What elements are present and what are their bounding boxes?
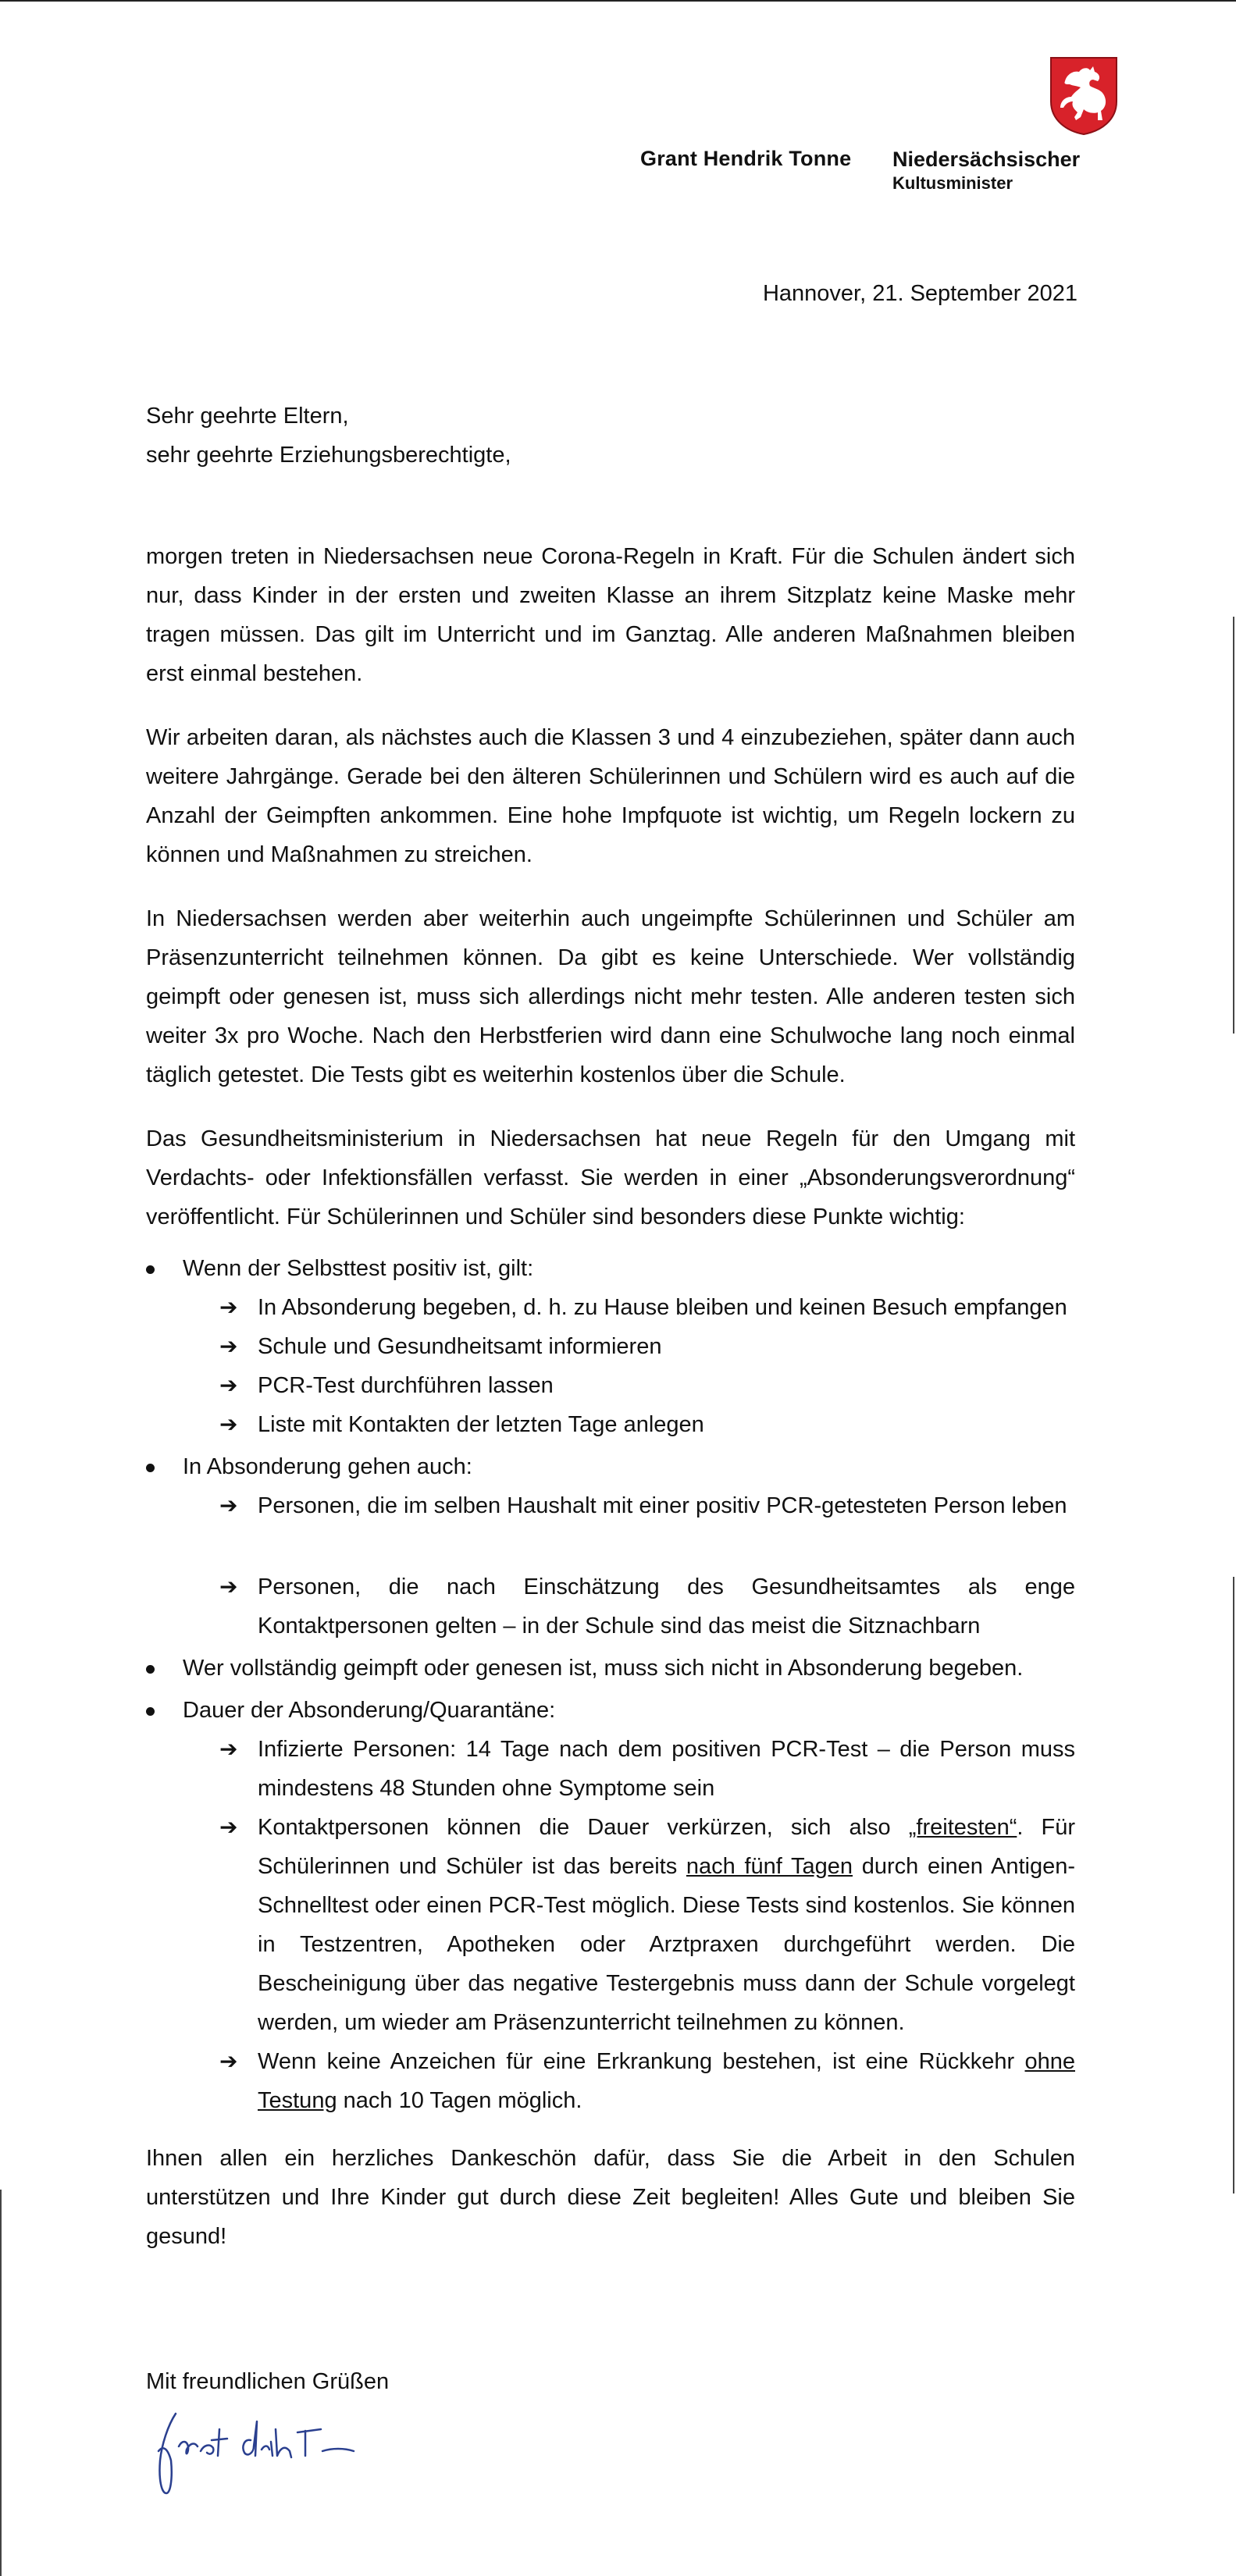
letter-body	[146, 537, 1075, 2281]
sub-list	[183, 1486, 1075, 1646]
arrow-right-icon: ➔	[219, 1295, 238, 1319]
list-item	[146, 1249, 1075, 1444]
sub-list-item	[183, 1405, 1075, 1444]
org-line-2: Kultusminister	[892, 173, 1013, 193]
sub-item-text: PCR-Test durchführen lassen	[258, 1373, 554, 1398]
arrow-right-icon: ➔	[219, 1373, 238, 1397]
list-item	[146, 1649, 1075, 1688]
bullet-icon	[146, 1464, 155, 1472]
bullet-icon	[146, 1665, 155, 1674]
list-item-text: Dauer der Absonderung/Quarantäne:	[183, 1698, 556, 1723]
closing	[146, 2362, 389, 2401]
arrow-right-icon: ➔	[219, 1412, 238, 1436]
text-run: Wenn keine Anzeichen für eine Erkrankung bestehen, ist eine Rückkehr	[258, 2049, 1025, 2074]
list-item	[146, 1447, 1075, 1646]
arrow-right-icon: ➔	[219, 1574, 238, 1599]
list-item-text: In Absonderung gehen auch:	[183, 1454, 472, 1479]
arrow-right-icon: ➔	[219, 1334, 238, 1358]
dateline: Hannover, 21. September 2021	[762, 281, 1077, 306]
sub-list-item	[183, 1327, 1075, 1366]
arrow-right-icon: ➔	[219, 2049, 238, 2073]
underlined-text: „freitesten“	[908, 1815, 1017, 1840]
bullet-icon	[146, 1707, 155, 1716]
bullet-icon	[146, 1265, 155, 1274]
paragraph: In Niedersachsen werden aber weiterhin auch ungeimpfte Schülerinnen und Schüler am Präsenzunterricht teilnehmen können. Da gibt es keine Unterschiede. Wer vollständig geimpft oder genesen ist, muss sich allerdings nicht mehr testen. Alle anderen testen sich weiter 3x pro Woche. Nach den Herbstferien wird dann eine Schulwoche lang noch einmal täglich getestet. Die Tests gibt es weiterhin kostenlos über die Schule.	[146, 906, 1075, 1087]
sender-organization	[892, 147, 1080, 195]
sub-item-text	[258, 2049, 1075, 2113]
sub-item-text: Liste mit Kontakten der letzten Tage anlegen	[258, 1412, 704, 1437]
sub-list-item	[183, 1808, 1075, 2042]
handwritten-signature	[144, 2406, 410, 2500]
list-item-text: Wer vollständig geimpft oder genesen ist, muss sich nicht in Absonderung begeben.	[183, 1656, 1024, 1681]
arrow-right-icon: ➔	[219, 1815, 238, 1839]
sub-list-item	[183, 1366, 1075, 1405]
sub-list-item	[183, 2042, 1075, 2120]
list-item	[146, 1691, 1075, 2120]
arrow-right-icon: ➔	[219, 1737, 238, 1761]
text-run: nach 10 Tagen möglich.	[337, 2088, 582, 2113]
underlined-text: nach fünf Tagen	[686, 1854, 853, 1879]
org-line-1: Niedersächsischer	[892, 148, 1081, 171]
text-run: Kontaktpersonen können die Dauer verkürzen, sich also	[258, 1815, 909, 1840]
paragraph: Wir arbeiten daran, als nächstes auch die Klassen 3 und 4 einzubeziehen, später dann auch weitere Jahrgänge. Gerade bei den älteren Schülerinnen und Schülern wird es auch auf die Anzahl der Geimpften ankommen. Eine hohe Impfquote ist wichtig, um Regeln lockern zu können und Maßnahmen zu streichen.	[146, 725, 1075, 867]
sub-list-item	[183, 1486, 1075, 1525]
sub-list	[183, 1730, 1075, 2120]
top-border	[0, 0, 1236, 2]
sub-list-item	[183, 1567, 1075, 1646]
text-run: durch einen Antigen-Schnelltest oder einen PCR-Test möglich. Diese Tests sind kostenlos. Sie können in Testzentren, Apotheken oder Arztpraxen durchgeführt werden. Die Bescheinigung über das negative Testergebnis muss dann der Schule vorgelegt werden, um wieder am Präsenzunterricht teilnehmen zu können.	[258, 1854, 1075, 2035]
right-margin-rule	[1233, 617, 1234, 1034]
sender-name: Grant Hendrik Tonne	[640, 147, 852, 170]
sub-item-text: Infizierte Personen: 14 Tage nach dem positiven PCR-Test – die Person muss mindestens 48 Stunden ohne Symptome sein	[258, 1737, 1075, 1801]
salutation	[146, 397, 511, 475]
salutation-line-1: Sehr geehrte Eltern,	[146, 404, 349, 429]
sub-item-text	[258, 1815, 1075, 2035]
paragraph: morgen treten in Niedersachsen neue Corona-Regeln in Kraft. Für die Schulen ändert sich nur, dass Kinder in der ersten und zweiten Klasse an ihrem Sitzplatz keine Maske mehr tragen müssen. Das gilt im Unterricht und im Ganztag. Alle anderen Maßnahmen bleiben erst einmal bestehen.	[146, 544, 1075, 686]
left-margin-rule	[0, 2190, 2, 2576]
arrow-right-icon: ➔	[219, 1493, 238, 1517]
sub-item-text: In Absonderung begeben, d. h. zu Hause bleiben und keinen Besuch empfangen	[258, 1295, 1067, 1320]
sub-item-text: Schule und Gesundheitsamt informieren	[258, 1334, 662, 1359]
rules-list	[146, 1249, 1075, 2120]
sub-list	[183, 1288, 1075, 1444]
paragraph: Das Gesundheitsministerium in Niedersachsen hat neue Regeln für den Umgang mit Verdachts- oder Infektionsfällen verfasst. Sie werden in einer „Absonderungsverordnung“ veröffentlicht. Für Schülerinnen und Schüler sind besonders diese Punkte wichtig:	[146, 1126, 1075, 1229]
sub-list-item	[183, 1730, 1075, 1808]
text-run: . Für Schülerinnen und Schüler ist das bereits	[258, 1815, 1075, 1879]
final-paragraph: Ihnen allen ein herzliches Dankeschön dafür, dass Sie die Arbeit in den Schulen unterstützen und Ihre Kinder gut durch diese Zeit begleiten! Alles Gute und bleiben Sie gesund!	[146, 2146, 1075, 2249]
underlined-text: ohne Testung	[258, 2049, 1075, 2113]
list-item-text: Wenn der Selbsttest positiv ist, gilt:	[183, 1256, 534, 1281]
closing-line: Mit freundlichen Grüßen	[146, 2369, 390, 2394]
lower-saxony-horse-icon	[1049, 56, 1118, 136]
sub-item-text: Personen, die im selben Haushalt mit einer positiv PCR-getesteten Person leben	[258, 1493, 1067, 1518]
sub-list-item	[183, 1288, 1075, 1327]
sub-item-text: Personen, die nach Einschätzung des Gesundheitsamtes als enge Kontaktpersonen gelten – in der Schule sind das meist die Sitznachbarn	[258, 1574, 1075, 1638]
right-margin-rule	[1233, 1577, 1234, 2194]
salutation-line-2: sehr geehrte Erziehungsberechtigte,	[146, 443, 511, 468]
